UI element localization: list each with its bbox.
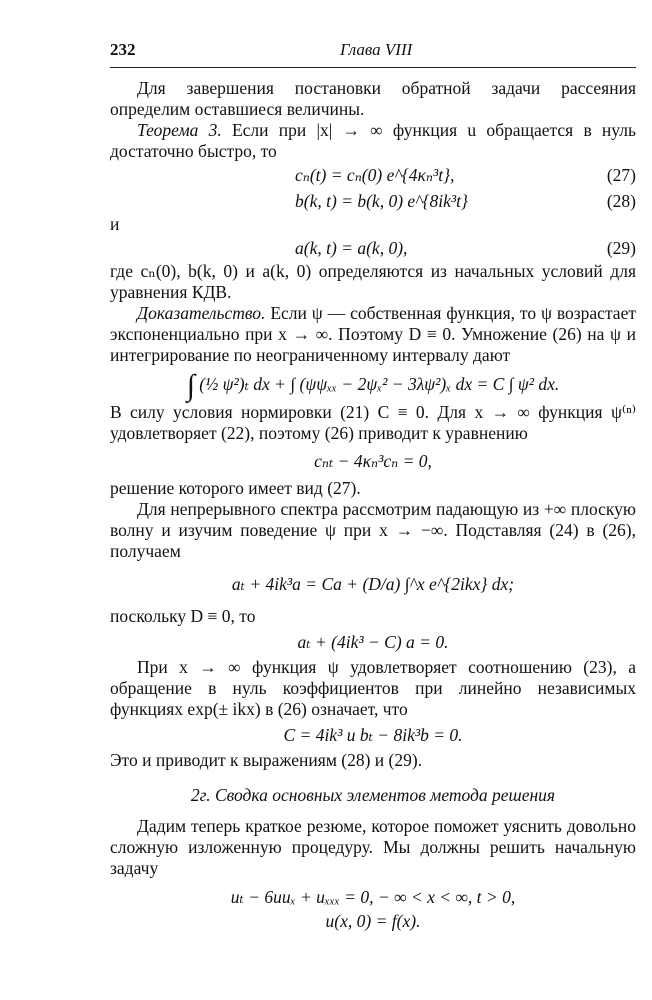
paragraph-conclusion: Это и приводит к выражениям (28) и (29). xyxy=(110,750,423,770)
theorem-3 xyxy=(110,120,636,162)
equation-28-number: (28) xyxy=(606,191,636,211)
equation-integral xyxy=(110,366,636,402)
paragraph-since: поскольку D ≡ 0, то xyxy=(110,606,256,626)
equation-initial-body: u(x, 0) = f(x). xyxy=(325,911,421,931)
equation-integral-body: (½ ψ²)ₜ dx + ∫ (ψψₓₓ − 2ψₓ² − 3λψ²)ₓ dx = C ∫ ψ² dx. xyxy=(199,374,560,394)
equation-cn xyxy=(110,444,636,478)
equation-28 xyxy=(110,188,636,214)
equation-initial xyxy=(110,909,636,933)
equation-C-body: C = 4ik³ и bₜ − 8ik³b = 0. xyxy=(283,725,463,745)
proof-text: Если ψ — собственная функция, то ψ возрастает экспоненциально при x → ∞. Поэтому D ≡ 0. Умножение (26) на ψ и интегрирование по неограниченному интервалу дают xyxy=(110,303,636,365)
equation-at xyxy=(110,562,636,606)
equation-cn-body: cₙₜ − 4κₙ³cₙ = 0, xyxy=(314,451,432,471)
equation-kdv xyxy=(110,885,636,909)
equation-kdv-body: uₜ − 6uuₓ + uₓₓₓ = 0, − ∞ < x < ∞, t > 0, xyxy=(230,887,516,907)
proof-label: Доказательство. xyxy=(137,303,266,323)
page-header xyxy=(110,40,636,64)
header-rule xyxy=(110,67,636,68)
equation-29 xyxy=(110,235,636,261)
paragraph-at-infinity: При x → ∞ функция ψ удовлетворяет соотношению (23), а обращение в нуль коэффициентов при линейно независимых функциях exp(± ikx) в (26) означает, что xyxy=(110,657,636,719)
integral-sign: ∫ xyxy=(186,369,195,402)
equation-27-body: cₙ(t) = cₙ(0) e^{4κₙ³t}, xyxy=(295,165,455,185)
paragraph-normalization: В силу условия нормировки (21) C ≡ 0. Для x → ∞ функция ψ⁽ⁿ⁾ удовлетворяет (22), поэтому (26) приводит к уравнению xyxy=(110,402,636,443)
section-heading: 2г. Сводка основных элементов метода решения xyxy=(190,785,556,805)
equation-28-body: b(k, t) = b(k, 0) e^{8ik³t} xyxy=(295,191,469,211)
paragraph-where: где cₙ(0), b(k, 0) и a(k, 0) определяются из начальных условий для уравнения КДВ. xyxy=(110,261,636,302)
equation-at-body: aₜ + 4ik³a = Ca + (D/a) ∫^x e^{2ikx} dx; xyxy=(231,574,515,594)
page-body xyxy=(110,78,636,933)
equation-27 xyxy=(110,162,636,188)
paragraph-summary: Дадим теперь краткое резюме, которое поможет уяснить довольно сложную изложенную процедуру. Мы должны решить начальную задачу xyxy=(110,816,636,878)
paragraph-continuous: Для непрерывного спектра рассмотрим падающую из +∞ плоскую волну и изучим поведение ψ при x → −∞. Подставляя (24) в (26), получаем xyxy=(110,499,636,561)
equation-29-body: a(k, t) = a(k, 0), xyxy=(295,238,408,258)
proof-paragraph xyxy=(110,303,636,366)
equation-at2 xyxy=(110,627,636,657)
equation-at2-body: aₜ + (4ik³ − C) a = 0. xyxy=(297,632,449,652)
equation-C xyxy=(110,720,636,750)
conjunction-and: и xyxy=(110,214,120,234)
paragraph-solution: решение которого имеет вид (27). xyxy=(110,478,361,498)
theorem-text: Если при |x| → ∞ функция u обращается в нуль достаточно быстро, то xyxy=(110,120,636,161)
paragraph-intro: Для завершения постановки обратной задачи рассеяния определим оставшиеся величины. xyxy=(110,78,636,119)
theorem-label: Теорема 3. xyxy=(137,120,222,140)
equation-29-number: (29) xyxy=(606,238,636,258)
chapter-title: Глава VIII xyxy=(340,40,413,59)
page-number: 232 xyxy=(110,40,136,59)
equation-27-number: (27) xyxy=(606,165,636,185)
